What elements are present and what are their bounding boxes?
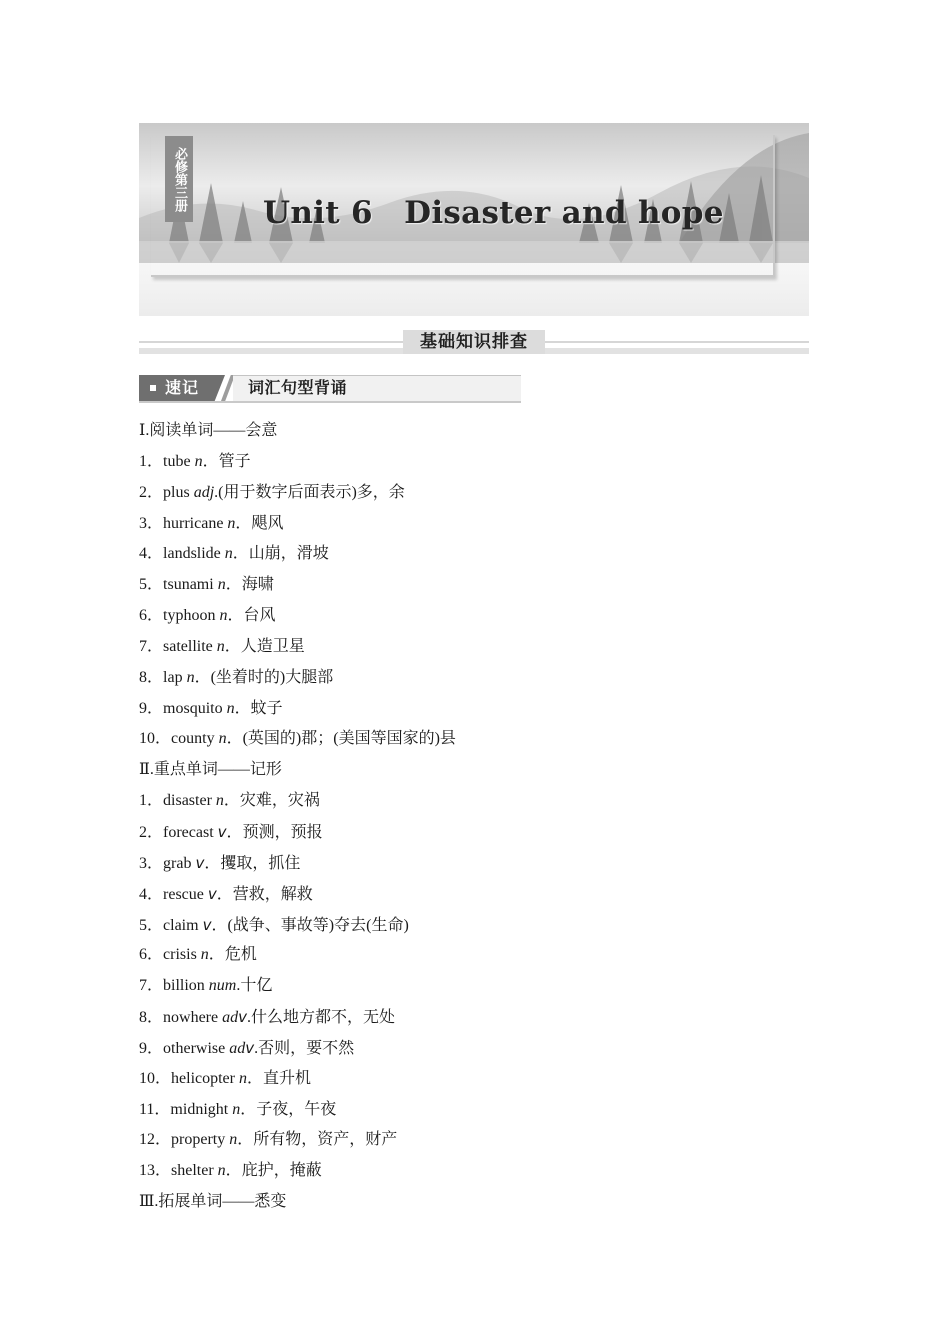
item-meaning: 子夜，午夜 [256, 1100, 337, 1118]
item-meaning: (坐着时的)大腿部 [210, 668, 334, 686]
tab-right-label: 词汇句型背诵 [248, 378, 348, 397]
item-word: property [171, 1131, 230, 1149]
separator: ． [202, 452, 219, 470]
part-of-speech: n [229, 1131, 238, 1149]
item-meaning: 灾难，灾祸 [239, 792, 320, 810]
group-heading: Ⅱ.重点单词——记形 [139, 761, 282, 779]
unit-title: Unit 6 Disaster and hope [263, 195, 724, 231]
separator: ． [225, 576, 242, 594]
item-number: 6． [139, 946, 164, 964]
vocab-item [139, 694, 809, 725]
vocab-item [139, 570, 809, 601]
item-meaning: 庇护，掩蔽 [241, 1162, 322, 1180]
separator: ． [224, 637, 241, 655]
item-meaning: 台风 [243, 607, 276, 625]
separator: ． [226, 823, 243, 841]
item-meaning: (用于数字后面表示)多，余 [218, 483, 405, 501]
item-number: 11． [139, 1100, 171, 1118]
item-meaning: 飓风 [251, 514, 284, 532]
separator: ． [216, 885, 233, 903]
item-number: 5． [139, 576, 164, 594]
item-word: grab [163, 854, 196, 872]
item-word: helicopter [171, 1069, 239, 1087]
item-number: 8． [139, 1009, 164, 1027]
item-word: satellite [163, 637, 217, 655]
item-word: landslide [163, 545, 225, 563]
separator: . [236, 977, 241, 995]
part-of-speech: n [215, 792, 224, 810]
item-number: 2． [139, 823, 164, 841]
separator: ． [194, 668, 211, 686]
item-number: 12． [139, 1131, 172, 1149]
item-meaning: 管子 [218, 452, 251, 470]
part-of-speech: n [227, 514, 236, 532]
part-of-speech: n [217, 576, 226, 594]
separator: ． [211, 916, 228, 934]
item-word: county [171, 730, 219, 748]
item-number: 1． [139, 792, 164, 810]
item-word: billion [163, 977, 209, 995]
volume-tag: 必修第三册 [165, 136, 193, 222]
item-word: tube [163, 452, 195, 470]
vocab-item [139, 910, 809, 941]
separator: . [247, 1009, 251, 1027]
item-word: lap [163, 668, 187, 686]
separator: ． [232, 545, 249, 563]
item-word: plus [163, 483, 194, 501]
item-number: 6． [139, 607, 164, 625]
vocab-item [139, 848, 809, 879]
item-word: crisis [163, 946, 201, 964]
tab-left-label: 速记 [165, 378, 200, 397]
vocab-item [139, 724, 809, 755]
item-number: 8． [139, 668, 164, 686]
separator: ． [204, 854, 221, 872]
item-meaning: 否则，要不然 [258, 1039, 355, 1057]
group-heading: Ⅲ.拓展单词——悉变 [139, 1193, 287, 1211]
vocab-item [139, 1125, 809, 1156]
vocab-item [139, 447, 809, 478]
item-number: 3． [139, 514, 164, 532]
item-meaning: 人造卫星 [240, 637, 305, 655]
vocab-item [139, 478, 809, 509]
separator: . [214, 483, 219, 501]
item-word: tsunami [163, 576, 218, 594]
vocab-item [139, 971, 809, 1002]
vocab-item [139, 1033, 809, 1064]
item-meaning: 十亿 [240, 977, 273, 995]
item-word: midnight [170, 1100, 233, 1118]
item-number: 7． [139, 637, 164, 655]
item-number: 9． [139, 699, 164, 717]
part-of-speech: n [219, 607, 228, 625]
item-meaning: 预测，预报 [242, 823, 323, 841]
item-meaning: (英国的)郡；(美国等国家的)县 [242, 730, 456, 748]
item-number: 10． [139, 730, 172, 748]
item-word: otherwise [163, 1039, 230, 1057]
item-number: 9． [139, 1039, 164, 1057]
section-header-bar [139, 328, 809, 356]
part-of-speech: v [195, 853, 205, 872]
separator: ． [234, 699, 251, 717]
item-number: 4． [139, 545, 164, 563]
item-number: 3． [139, 854, 164, 872]
part-of-speech: n [224, 545, 233, 563]
vocab-item [139, 509, 809, 540]
part-of-speech: n [186, 668, 195, 686]
item-number: 7． [139, 977, 164, 995]
item-number: 1． [139, 452, 164, 470]
group-heading: Ⅰ.阅读单词——会意 [139, 422, 278, 439]
part-of-speech: n [216, 637, 225, 655]
tab-underline [139, 401, 521, 403]
square-bullet-icon [150, 385, 156, 391]
section-title: 基础知识排查 [403, 330, 545, 354]
item-meaning: 所有物，资产，财产 [253, 1131, 398, 1149]
part-of-speech: v [202, 915, 212, 934]
vocab-item [139, 632, 809, 663]
subsection-tab [139, 374, 521, 404]
separator: ． [237, 1131, 254, 1149]
part-of-speech: n [226, 699, 235, 717]
separator: ． [235, 514, 252, 532]
vocab-item [139, 1156, 809, 1187]
item-meaning: (战争、事故等)夺去(生命) [227, 916, 409, 934]
item-number: 4． [139, 885, 164, 903]
vocab-list [139, 416, 809, 1218]
part-of-speech: num [208, 977, 237, 995]
part-of-speech: n [218, 730, 227, 748]
item-meaning: 蚊子 [250, 699, 283, 717]
separator: ． [223, 792, 240, 810]
item-number: 5． [139, 916, 164, 934]
item-word: shelter [171, 1162, 218, 1180]
vocab-item [139, 539, 809, 570]
part-of-speech: n [217, 1162, 226, 1180]
vocab-item [139, 1002, 809, 1033]
part-of-speech: adv [222, 1008, 247, 1027]
item-number: 2． [139, 483, 164, 501]
separator: ． [227, 607, 244, 625]
separator: ． [226, 730, 243, 748]
vocab-item [139, 601, 809, 632]
separator: ． [208, 946, 225, 964]
separator: ． [225, 1162, 242, 1180]
item-word: mosquito [163, 699, 227, 717]
vocab-item [139, 940, 809, 971]
unit-banner [139, 123, 809, 316]
vocab-item [139, 663, 809, 694]
part-of-speech: n [194, 452, 203, 470]
item-word: forecast [163, 823, 218, 841]
vocab-item [139, 817, 809, 848]
item-word: hurricane [163, 514, 228, 532]
vocab-item [139, 879, 809, 910]
separator: ． [246, 1069, 263, 1087]
item-meaning: 危机 [224, 946, 257, 964]
item-word: nowhere [163, 1009, 223, 1027]
vocab-item [139, 1095, 809, 1126]
item-number: 10． [139, 1069, 172, 1087]
item-meaning: 营救，解救 [232, 885, 313, 903]
item-meaning: 什么地方都不，无处 [251, 1009, 396, 1027]
vocab-item [139, 786, 809, 817]
item-meaning: 直升机 [263, 1069, 312, 1087]
part-of-speech: n [232, 1100, 241, 1118]
item-meaning: 攫取，抓住 [220, 854, 301, 872]
separator: ． [240, 1100, 257, 1118]
item-word: claim [163, 916, 203, 934]
separator: . [254, 1039, 259, 1057]
item-word: rescue [163, 885, 208, 903]
item-word: typhoon [163, 607, 220, 625]
item-meaning: 海啸 [241, 576, 274, 594]
part-of-speech: v [207, 884, 217, 903]
part-of-speech: n [200, 946, 209, 964]
part-of-speech: n [238, 1069, 247, 1087]
part-of-speech: adv [229, 1038, 255, 1057]
item-meaning: 山崩，滑坡 [248, 545, 329, 563]
part-of-speech: adj [193, 483, 215, 501]
item-word: disaster [163, 792, 216, 810]
part-of-speech: v [217, 822, 227, 841]
item-number: 13． [139, 1162, 172, 1180]
vocab-item [139, 1064, 809, 1095]
